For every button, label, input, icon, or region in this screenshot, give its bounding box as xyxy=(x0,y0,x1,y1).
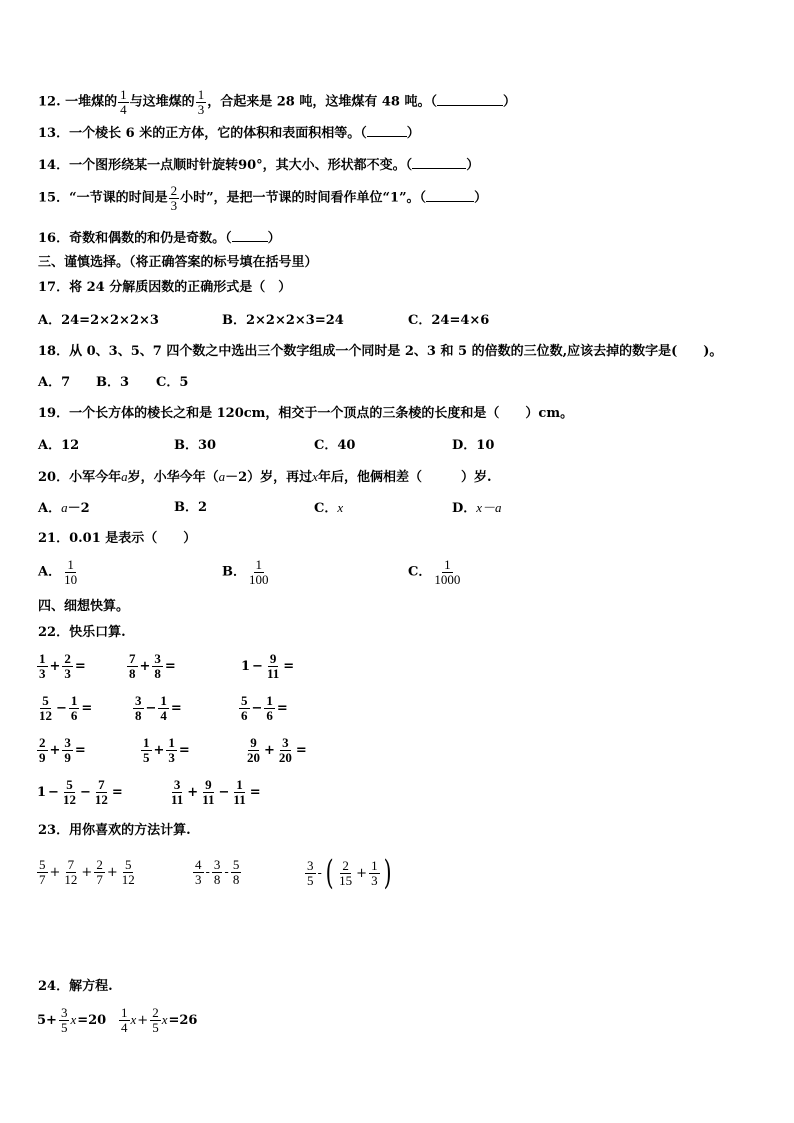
option-b[interactable]: B．30 xyxy=(174,438,217,453)
answer-blank[interactable] xyxy=(367,124,407,137)
oral-calc: $\frac{7}{8}$ + $\frac{3}{8}$ = xyxy=(129,651,176,681)
option-c[interactable]: C．x xyxy=(314,500,344,516)
question-21: 21．0.01 是表示（ ） xyxy=(38,531,197,546)
option-a[interactable]: A．a－2 xyxy=(38,500,90,516)
question-12-text-a: 一堆煤的 xyxy=(65,94,118,110)
option-c[interactable]: C． $\frac{1}{1000}$ xyxy=(408,557,461,587)
option-b[interactable]: B．2×2×2×3=24 xyxy=(222,313,344,328)
oral-calc: 1 − $\frac{9}{11}$ = xyxy=(241,651,295,681)
fraction: $\frac{1}{1000}$ xyxy=(434,557,461,587)
section-4-heading: 四、细想快算。 xyxy=(38,599,130,614)
question-14: 14．一个图形绕某一点顺时针旋转90°，其大小、形状都不变。（ ） xyxy=(38,158,480,173)
option-b[interactable]: B．3 xyxy=(96,375,130,390)
question-13: 13．一个棱长 6 米的正方体，它的体积和表面积相等。（ ） xyxy=(38,126,420,141)
question-15: 15．“一节课的时间是 $\frac{2}{3}$ 小时”，是把一节课的时间看作单位“1”。（ ） xyxy=(38,183,488,213)
option-a[interactable]: A．24=2×2×2×3 xyxy=(38,313,159,328)
fraction: $\frac{1}{100}$ xyxy=(249,557,269,587)
option-a[interactable]: A．12 xyxy=(38,438,80,453)
question-19: 19．一个长方体的棱长之和是 120cm，相交于一个顶点的三条棱的长度和是（ ）cm。 xyxy=(38,406,574,421)
option-a[interactable]: A．7 xyxy=(38,375,71,390)
answer-blank[interactable] xyxy=(437,93,503,106)
oral-calc: 1 − $\frac{5}{12}$ − $\frac{7}{12}$ = xyxy=(37,777,123,807)
oral-calc: $\frac{3}{8}$ − $\frac{1}{4}$ = xyxy=(135,693,182,723)
option-d[interactable]: D．x－a xyxy=(452,500,502,516)
oral-calc: $\frac{5}{12}$ − $\frac{1}{6}$ = xyxy=(39,693,93,723)
question-24-title: 24．解方程. xyxy=(38,979,113,994)
answer-blank[interactable] xyxy=(412,156,466,169)
calc-expression: $\frac{3}{5}$ - ( $\frac{2}{15}$ + $\frac{1}{3}$ ) xyxy=(307,853,392,893)
equation: 5+ $\frac{3}{5}$ x =20 xyxy=(37,1005,107,1035)
option-b[interactable]: B． $\frac{1}{100}$ xyxy=(222,557,269,587)
oral-calc: $\frac{1}{3}$ + $\frac{2}{3}$ = xyxy=(39,651,86,681)
oral-calc: $\frac{5}{6}$ − $\frac{1}{6}$ = xyxy=(241,693,288,723)
question-22-title: 22．快乐口算. xyxy=(38,625,126,640)
question-17: 17．将 24 分解质因数的正确形式是（ ） xyxy=(38,280,292,295)
option-d[interactable]: D．10 xyxy=(452,438,495,453)
section-3-heading: 三、谨慎选择。（将正确答案的标号填在括号里） xyxy=(38,255,318,270)
answer-blank[interactable] xyxy=(232,229,268,242)
question-23-title: 23．用你喜欢的方法计算. xyxy=(38,823,191,838)
oral-calc: $\frac{2}{9}$ + $\frac{3}{9}$ = xyxy=(39,735,86,765)
fraction: $\frac{1}{4}$ xyxy=(120,87,127,117)
equation: $\frac{1}{4}$ x + $\frac{2}{5}$ x =26 xyxy=(121,1005,198,1035)
oral-calc: $\frac{1}{5}$ + $\frac{1}{3}$ = xyxy=(143,735,190,765)
oral-calc: $\frac{3}{11}$ + $\frac{9}{11}$ − $\frac{1}{11}$ = xyxy=(171,777,261,807)
calc-expression: $\frac{5}{7}$ + $\frac{7}{12}$ + $\frac{2}{7}$ + $\frac{5}{12}$ xyxy=(39,857,135,887)
option-a[interactable]: A． $\frac{1}{10}$ xyxy=(38,557,78,587)
question-16: 16．奇数和偶数的和仍是奇数。（ ） xyxy=(38,231,281,246)
fraction: $\frac{1}{3}$ xyxy=(197,87,205,117)
option-c[interactable]: C．5 xyxy=(156,375,189,390)
question-12: 12. 一堆煤的 $\frac{1}{4}$ 与这堆煤的 $\frac{1}{3}$ ，合起来是 28 吨，这堆煤有 48 吨。（ ） xyxy=(38,87,516,117)
answer-blank[interactable] xyxy=(426,189,474,202)
question-20: 20．小军今年a岁，小华今年（a－2）岁，再过x年后，他俩相差（ ）岁. xyxy=(38,469,492,485)
calc-expression: $\frac{4}{3}$ - $\frac{3}{8}$ - $\frac{5}{8}$ xyxy=(195,857,240,887)
fraction: $\frac{1}{10}$ xyxy=(64,557,78,587)
option-b[interactable]: B．2 xyxy=(174,500,208,515)
option-c[interactable]: C．40 xyxy=(314,438,356,453)
option-c[interactable]: C．24=4×6 xyxy=(408,313,490,328)
oral-calc: $\frac{9}{20}$ + $\frac{3}{20}$ = xyxy=(247,735,307,765)
question-18: 18．从 0、3、5、7 四个数之中选出三个数字组成一个同时是 2、3 和 5 的倍数的三位数,应该去掉的数字是( )。 xyxy=(38,344,723,359)
fraction: $\frac{2}{3}$ xyxy=(170,183,178,213)
